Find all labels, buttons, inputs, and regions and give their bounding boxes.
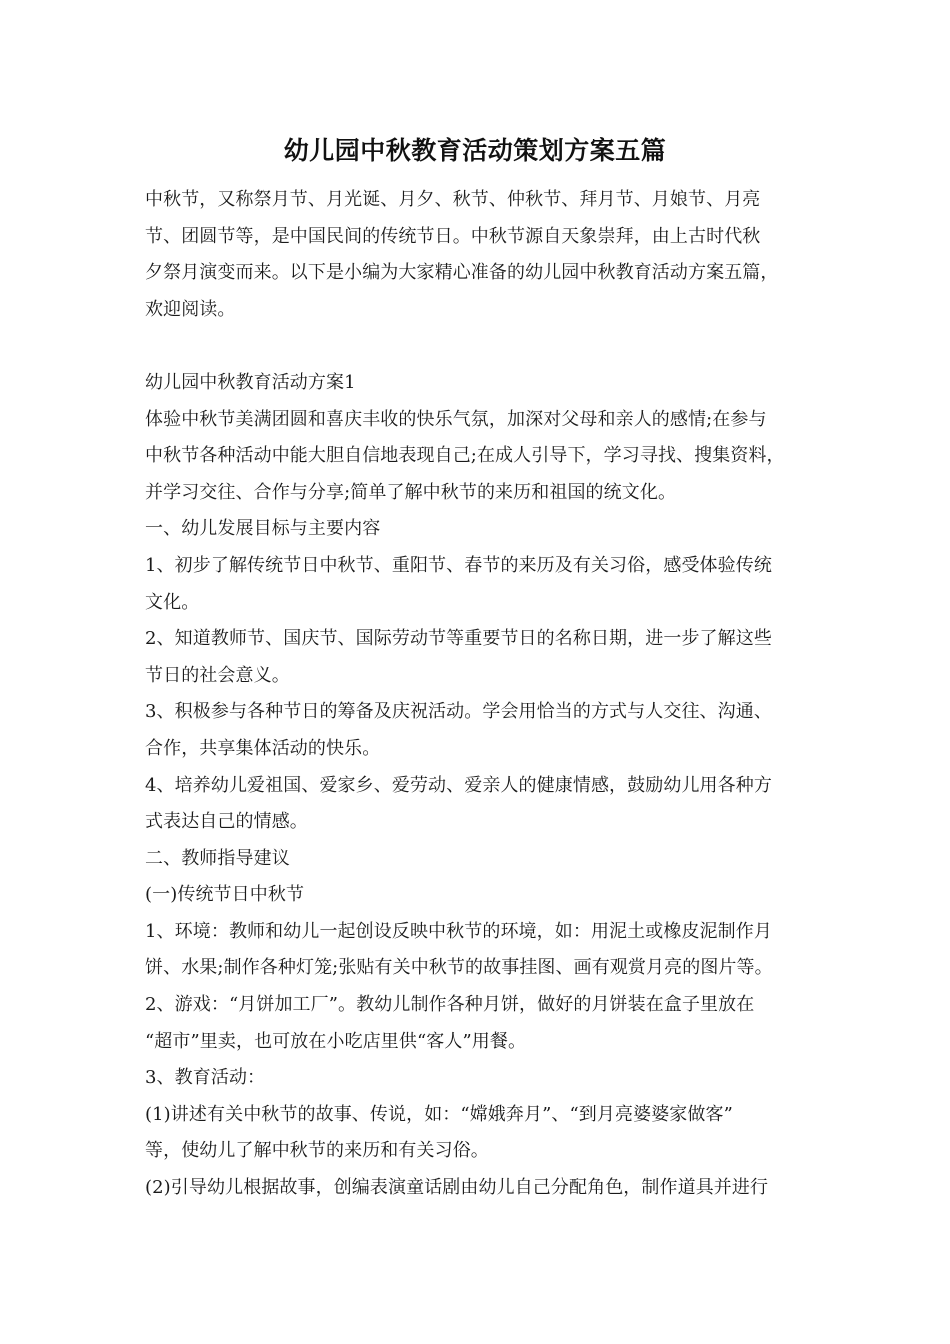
text-line: 3、积极参与各种节日的筹备及庆祝活动。学会用恰当的方式与人交往、沟通、	[145, 701, 772, 723]
text-line: 欢迎阅读。	[145, 298, 236, 320]
text-line: 文化。	[145, 591, 200, 613]
document-body	[145, 182, 813, 1207]
text-line: 等，使幼儿了解中秋节的来历和有关习俗。	[145, 1140, 489, 1162]
text-line: 饼、水果;制作各种灯笼;张贴有关中秋节的故事挂图、画有观赏月亮的图片等。	[145, 957, 773, 979]
text-line: 幼儿园中秋教育活动方案1	[145, 371, 356, 393]
document-title: 幼儿园中秋教育活动策划方案五篇	[283, 136, 667, 165]
text-line: 并学习交往、合作与分享;简单了解中秋节的来历和祖国的统文化。	[145, 481, 677, 503]
text-line: 一、幼儿发展目标与主要内容	[145, 518, 381, 540]
text-line: 1、初步了解传统节日中秋节、重阳节、春节的来历及有关习俗，感受体验传统	[145, 554, 772, 576]
text-line: (1)讲述有关中秋节的故事、传说，如：“嫦娥奔月”、“到月亮婆婆家做客”	[145, 1103, 733, 1125]
text-line: 1、环境：教师和幼儿一起创设反映中秋节的环境，如：用泥土或橡皮泥制作月	[145, 920, 772, 942]
text-line: 节、团圆节等，是中国民间的传统节日。中秋节源自天象崇拜，由上古时代秋	[145, 225, 761, 247]
text-line: 体验中秋节美满团圆和喜庆丰收的快乐气氛，加深对父母和亲人的感情;在参与	[145, 408, 767, 430]
text-line: 2、知道教师节、国庆节、国际劳动节等重要节日的名称日期，进一步了解这些	[145, 628, 772, 650]
text-line: 式表达自己的情感。	[145, 811, 308, 833]
text-line: 中秋节各种活动中能大胆自信地表现自己;在成人引导下，学习寻找、搜集资料，	[145, 445, 785, 467]
text-line: 2、游戏：“月饼加工厂”。教幼儿制作各种月饼，做好的月饼装在盒子里放在	[145, 994, 755, 1016]
text-line: (2)引导幼儿根据故事，创编表演童话剧由幼儿自己分配角色，制作道具并进行	[145, 1177, 769, 1199]
text-line: 3、教育活动：	[145, 1067, 266, 1089]
text-line: 节日的社会意义。	[145, 664, 290, 686]
text-line: 合作，共享集体活动的快乐。	[145, 737, 381, 759]
text-line: (一)传统节日中秋节	[145, 884, 305, 906]
text-line: “超市”里卖，也可放在小吃店里供“客人”用餐。	[145, 1030, 527, 1052]
text-line: 4、培养幼儿爱祖国、爱家乡、爱劳动、爱亲人的健康情感，鼓励幼儿用各种方	[145, 774, 772, 796]
text-line: 夕祭月演变而来。以下是小编为大家精心准备的幼儿园中秋教育活动方案五篇，	[145, 262, 779, 284]
text-line: 二、教师指导建议	[145, 847, 290, 869]
text-line: 中秋节，又称祭月节、月光诞、月夕、秋节、仲秋节、拜月节、月娘节、月亮	[145, 189, 761, 210]
blank-line	[145, 328, 813, 365]
